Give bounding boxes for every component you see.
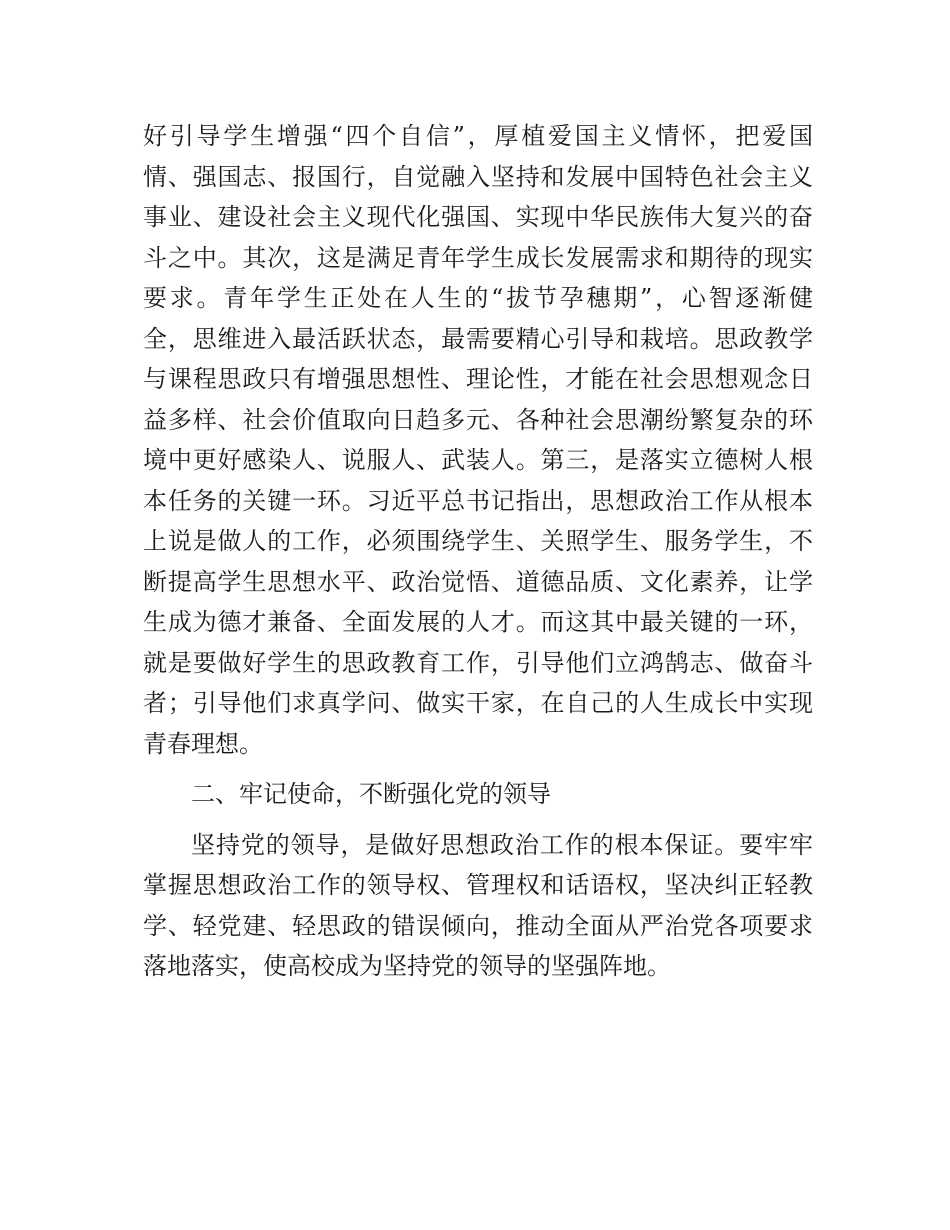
text-line: 益多样、社会价值取向日趋多元、各种社会思潮纷繁复杂的环 bbox=[143, 405, 813, 434]
text-line: 要求。青年学生正处在人生的“拔节孕穗期”，心智逐渐健 bbox=[143, 284, 813, 312]
document-body bbox=[143, 116, 813, 987]
text-line: 就是要做好学生的思政教育工作，引导他们立鸿鹄志、做奋斗 bbox=[143, 648, 813, 677]
text-line: 本任务的关键一环。习近平总书记指出，思想政治工作从根本 bbox=[143, 486, 813, 515]
paragraph-1 bbox=[143, 116, 813, 764]
text-line: 好引导学生增强“四个自信”，厚植爱国主义情怀，把爱国 bbox=[143, 122, 813, 150]
text-line: 青春理想。 bbox=[143, 729, 263, 758]
text-line: 全，思维进入最活跃状态，最需要精心引导和栽培。思政教学 bbox=[143, 324, 813, 353]
text-line: 斗之中。其次，这是满足青年学生成长发展需求和期待的现实 bbox=[143, 243, 813, 272]
text-line: 生成为德才兼备、全面发展的人才。而这其中最关键的一环， bbox=[143, 608, 813, 636]
text-line: 学、轻党建、轻思政的错误倾向，推动全面从严治党各项要求 bbox=[143, 911, 813, 940]
section-heading: 二、牢记使命，不断强化党的领导 bbox=[191, 780, 551, 808]
text-line: 与课程思政只有增强思想性、理论性，才能在社会思想观念日 bbox=[143, 365, 813, 393]
text-line: 落地落实，使高校成为坚持党的领导的坚强阵地。 bbox=[143, 952, 671, 980]
text-line: 上说是做人的工作，必须围绕学生、关照学生、服务学生，不 bbox=[143, 527, 813, 555]
text-line: 事业、建设社会主义现代化强国、实现中华民族伟大复兴的奋 bbox=[143, 203, 813, 231]
text-line: 坚持党的领导，是做好思想政治工作的根本保证。要牢牢 bbox=[191, 830, 813, 859]
paragraph-2 bbox=[143, 825, 813, 987]
text-line: 情、强国志、报国行，自觉融入坚持和发展中国特色社会主义 bbox=[143, 162, 813, 191]
text-line: 掌握思想政治工作的领导权、管理权和话语权，坚决纠正轻教 bbox=[143, 871, 813, 899]
text-line: 者；引导他们求真学问、做实干家，在自己的人生成长中实现 bbox=[143, 689, 813, 717]
text-line: 断提高学生思想水平、政治觉悟、道德品质、文化素养，让学 bbox=[143, 567, 813, 596]
text-line: 境中更好感染人、说服人、武装人。第三，是落实立德树人根 bbox=[143, 446, 813, 474]
